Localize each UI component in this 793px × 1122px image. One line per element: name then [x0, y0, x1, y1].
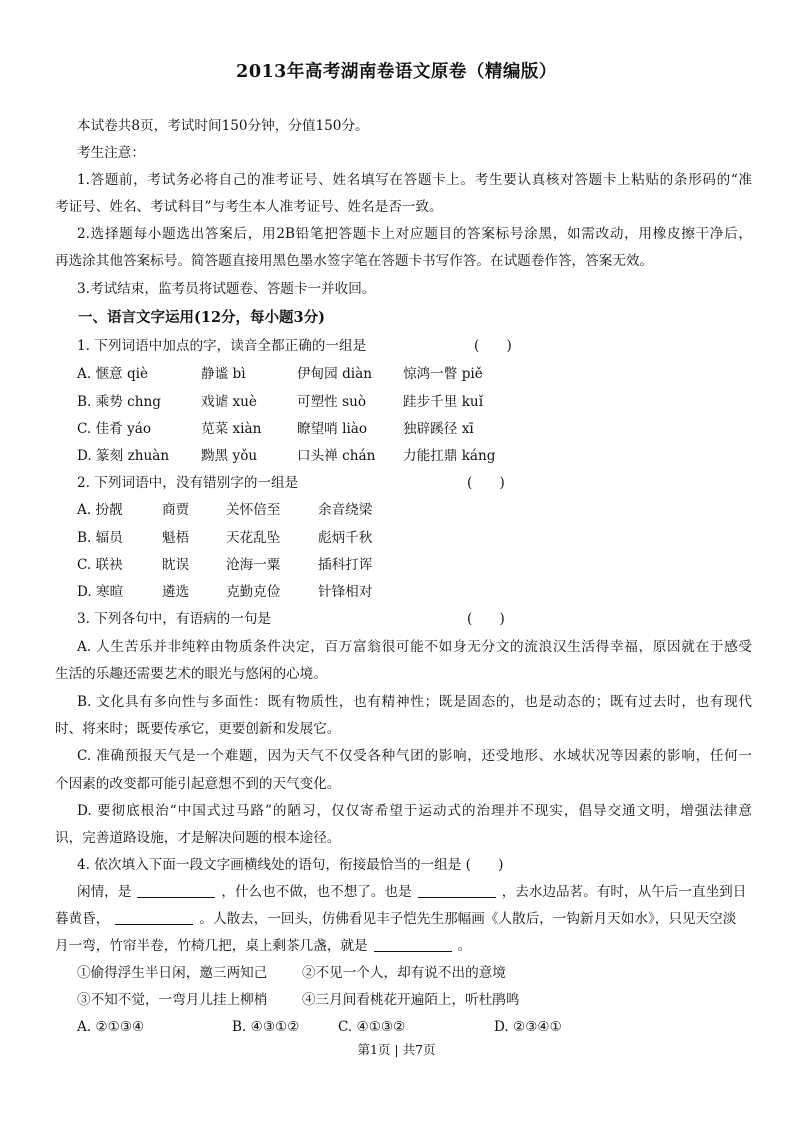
- q3-answer-paren: ( ): [467, 611, 505, 627]
- q1-option-d: D. 篆刻 zhuàn: [77, 448, 170, 464]
- q2-option-a-3: 关怀倍至: [226, 502, 281, 518]
- q2-stem: 2. 下列词语中，没有错别字的一组是: [77, 475, 299, 491]
- q2-option-d-2: 遴选: [162, 584, 190, 600]
- q2-option-a: A. 扮靓: [77, 502, 123, 518]
- passage-text: 闲情，是: [77, 884, 132, 900]
- q4-passage-line-1: [77, 883, 752, 901]
- q4-passage-line-2: [55, 910, 752, 928]
- note-2-line-2: 再选涂其他答案标号。简答题直接用黑色墨水签字笔在答题卡书写作答。在试题卷作答，答案无效。: [55, 253, 654, 269]
- q1-option-c-4: 独辟蹊径 xī: [403, 421, 474, 437]
- q4-stem: [77, 856, 503, 874]
- fill-blank-4: [374, 937, 452, 952]
- q1-option-d-4: 力能扛鼎 káng: [403, 448, 496, 464]
- q2-option-a-4: 余音绕梁: [318, 502, 373, 518]
- q3-option-b-line-2: 时、将来时；既要传承它，更要创新和发展它。: [55, 721, 341, 737]
- passage-text: ，什么也不做，也不想了。也是: [221, 884, 412, 900]
- intro-text: 本试卷共8页，考试时间150分钟，分值150分。: [77, 118, 369, 134]
- q3-option-d-line-1: D. 要彻底根治“中国式过马路”的陋习，仅仅寄希望于运动式的治理并不现实，倡导交通文明，增强法律意: [77, 803, 752, 819]
- q4-stem-text: 4. 依次填入下面一段文字画横线处的语句，衔接最恰当的一组是: [77, 857, 462, 873]
- passage-text: 。: [457, 938, 472, 954]
- q4-answer-c: C. ④①③②: [338, 1019, 406, 1035]
- q2-option-d: D. 寒暄: [77, 584, 124, 600]
- fill-blank-3: [115, 910, 193, 925]
- q1-option-b-4: 跬步千里 kuǐ: [403, 394, 484, 410]
- q4-item-4: ④三月间看桃花开遍陌上，听杜鹃鸣: [302, 992, 520, 1008]
- note-1-line-1: 1.答题前，考试务必将自己的准考证号、姓名填写在答题卡上。考生要认真核对答题卡上粘贴的条形码的“准: [77, 172, 752, 188]
- q3-option-c-line-1: C. 准确预报天气是一个难题，因为天气不仅受各种气团的影响，还受地形、水域状况等因素的影响，任何一: [77, 748, 752, 764]
- note-1-line-2: 考证号、姓名、考试科目”与考生本人准考证号、姓名是否一致。: [55, 199, 443, 215]
- fill-blank-1: [137, 883, 215, 898]
- q4-item-1: ①偷得浮生半日闲，邀三两知己: [77, 965, 268, 981]
- q1-option-a-2: 静谧 bì: [201, 366, 246, 382]
- q2-option-b-3: 天花乱坠: [226, 530, 281, 546]
- q2-option-b-4: 彪炳千秋: [318, 530, 373, 546]
- q2-option-c: C. 联袂: [77, 557, 123, 573]
- q4-item-3: ③不知不觉，一弯月儿挂上柳梢: [77, 992, 268, 1008]
- q1-option-b-3: 可塑性 suò: [297, 394, 367, 410]
- q3-option-c-line-2: 个因素的改变都可能引起意想不到的天气变化。: [55, 776, 341, 792]
- q4-answer-d: D. ②③④①: [494, 1019, 562, 1035]
- q1-option-a: A. 惬意 qiè: [77, 366, 149, 382]
- q1-option-c: C. 佳肴 yáo: [77, 421, 152, 437]
- passage-text: ，去水边品茗。有时，从午后一直坐到日: [501, 884, 747, 900]
- q2-option-b: B. 辐员: [77, 530, 123, 546]
- q1-option-c-2: 苋菜 xiàn: [201, 421, 262, 437]
- passage-text: 暮黄昏，: [55, 911, 110, 927]
- q2-option-a-2: 商贾: [162, 502, 190, 518]
- q3-stem: 3. 下列各句中，有语病的一句是: [77, 611, 272, 627]
- q1-option-d-2: 黝黑 yǒu: [201, 448, 258, 464]
- passage-text: 月一弯，竹帘半卷，竹椅几把，桌上剩茶几盏，就是: [55, 938, 368, 954]
- q1-option-a-3: 伊甸园 diàn: [297, 366, 373, 382]
- section-heading: 一、语言文字运用(12分，每小题3分): [78, 309, 325, 326]
- q1-option-d-3: 口头禅 chán: [297, 448, 376, 464]
- q2-option-c-2: 眈误: [162, 557, 190, 573]
- q2-option-d-3: 克勤克俭: [226, 584, 281, 600]
- q2-answer-paren: ( ): [467, 475, 505, 491]
- q4-answer-b: B. ④③①②: [232, 1019, 300, 1035]
- q2-option-c-3: 沧海一粟: [226, 557, 281, 573]
- page-title: 2013年高考湖南卷语文原卷（精编版）: [236, 62, 557, 82]
- q1-answer-paren: ( ): [474, 338, 512, 354]
- q3-option-a-line-1: A. 人生苦乐并非纯粹由物质条件决定，百万富翁很可能不如身无分文的流浪汉生活得幸福，原因就在于感受: [77, 639, 752, 655]
- q1-stem: 1. 下列词语中加点的字，读音全都正确的一组是: [77, 338, 367, 354]
- q4-item-2: ②不见一个人，却有说不出的意境: [302, 965, 506, 981]
- q3-option-b-line-1: B. 文化具有多向性与多面性：既有物质性，也有精神性；既是固态的，也是动态的；既有过去时，也有现代: [77, 694, 752, 710]
- q2-option-c-4: 插科打诨: [318, 557, 373, 573]
- q1-option-b-2: 戏谑 xuè: [201, 394, 257, 410]
- fill-blank-2: [418, 883, 496, 898]
- q4-answer-a: A. ②①③④: [77, 1019, 145, 1035]
- q4-answer-paren: ( ): [465, 857, 504, 873]
- q4-passage-line-3: [55, 937, 752, 955]
- q1-option-c-3: 瞭望哨 liào: [297, 421, 368, 437]
- note-2-line-1: 2.选择题每小题选出答案后，用2B铅笔把答题卡上对应题目的答案标号涂黑，如需改动，用橡皮擦干净后，: [77, 226, 752, 242]
- page-footer: 第1页 | 共7页: [357, 1042, 436, 1057]
- passage-text: 。人散去，一回头，仿佛看见丰子恺先生那幅画《人散后，一钩新月天如水》，只见天空淡: [199, 911, 737, 927]
- q2-option-b-2: 魁梧: [162, 530, 190, 546]
- q3-option-d-line-2: 识，完善道路设施，才是解决问题的根本途径。: [55, 830, 341, 846]
- q1-option-b: B. 乘势 chng: [77, 394, 161, 410]
- note-3: 3.考试结束，监考员将试题卷、答题卡一并收回。: [77, 281, 376, 297]
- notice-label: 考生注意：: [77, 145, 145, 161]
- q2-option-d-4: 针锋相对: [318, 584, 373, 600]
- q1-option-a-4: 惊鸿一瞥 piě: [403, 366, 483, 382]
- q3-option-a-line-2: 生活的乐趣还需要艺术的眼光与悠闲的心境。: [55, 666, 327, 682]
